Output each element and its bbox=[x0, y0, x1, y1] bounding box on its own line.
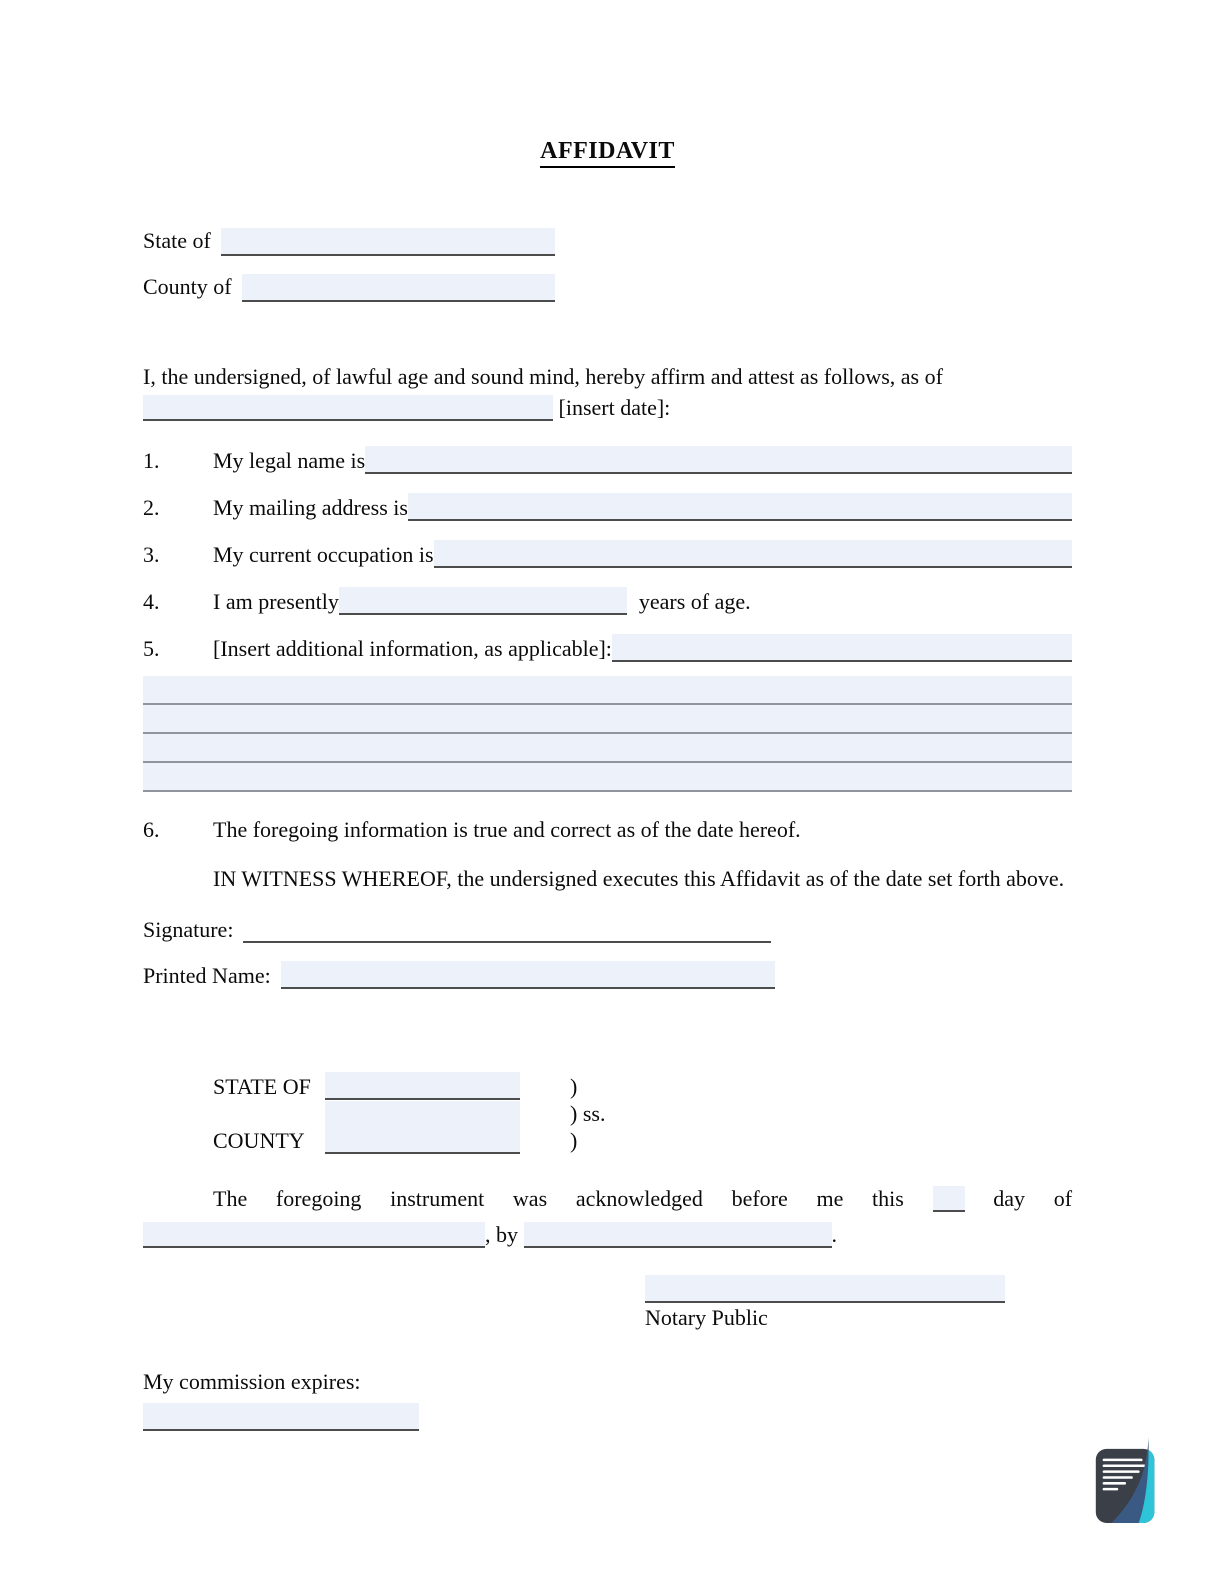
item-label: [Insert additional information, as applicable]: bbox=[213, 636, 612, 661]
additional-info-extra-lines bbox=[143, 676, 1072, 792]
numbered-items bbox=[143, 446, 1072, 843]
ack-month-field[interactable] bbox=[143, 1222, 485, 1248]
state-field[interactable] bbox=[221, 228, 555, 256]
signature-label: Signature: bbox=[143, 917, 234, 942]
item-suffix: years of age. bbox=[638, 589, 751, 614]
page-title: AFFIDAVIT bbox=[540, 138, 675, 168]
intro-line1: I, the undersigned, of lawful age and sound mind, hereby affirm and attest as follows, as of bbox=[143, 364, 943, 389]
ss-label: ) ss. bbox=[570, 1101, 606, 1126]
item-legal-name bbox=[143, 446, 1072, 474]
additional-info-line-2[interactable] bbox=[143, 676, 1072, 705]
legal-name-field[interactable] bbox=[365, 446, 1072, 474]
ack-by: , by bbox=[485, 1222, 518, 1247]
commission-date-field[interactable] bbox=[143, 1403, 419, 1431]
additional-info-line-3[interactable] bbox=[143, 705, 1072, 734]
item-number: 1. bbox=[143, 448, 160, 473]
item-label: My current occupation is bbox=[213, 542, 434, 567]
commission-block bbox=[143, 1367, 1072, 1431]
paren-top: ) bbox=[570, 1074, 578, 1099]
notary-public-label: Notary Public bbox=[645, 1305, 768, 1330]
insert-date-hint: [insert date]: bbox=[558, 395, 671, 420]
printed-name-label: Printed Name: bbox=[143, 963, 271, 988]
ack-period: . bbox=[831, 1222, 837, 1247]
occupation-field[interactable] bbox=[434, 540, 1072, 568]
notary-county-field[interactable] bbox=[325, 1126, 520, 1154]
ack-prefix: The foregoing instrument was acknowledged before me this bbox=[213, 1186, 904, 1211]
item-age bbox=[143, 587, 1072, 615]
additional-info-line-4[interactable] bbox=[143, 734, 1072, 763]
county-field[interactable] bbox=[242, 274, 555, 302]
item-mailing-address bbox=[143, 493, 1072, 521]
additional-info-line-5[interactable] bbox=[143, 763, 1072, 792]
item-number: 6. bbox=[143, 817, 160, 842]
commission-label: My commission expires: bbox=[143, 1369, 361, 1394]
item-number: 2. bbox=[143, 495, 160, 520]
witness-clause: IN WITNESS WHEREOF, the undersigned executes this Affidavit as of the date set forth above. bbox=[213, 866, 1065, 891]
signature-row bbox=[143, 915, 771, 943]
item-label: My legal name is bbox=[213, 448, 366, 473]
date-field[interactable] bbox=[143, 395, 553, 421]
notary-signature-field[interactable] bbox=[645, 1275, 1005, 1303]
notary-venue-field-middle[interactable] bbox=[325, 1101, 520, 1127]
notary-county-label: COUNTY bbox=[213, 1128, 305, 1153]
paren-bottom: ) bbox=[570, 1128, 578, 1153]
ack-name-field[interactable] bbox=[524, 1222, 832, 1248]
ack-day-of: day of bbox=[993, 1186, 1073, 1211]
item-label: I am presently bbox=[213, 589, 339, 614]
intro-paragraph bbox=[143, 362, 1072, 422]
printed-name-field[interactable] bbox=[281, 961, 775, 989]
additional-info-field[interactable] bbox=[612, 634, 1072, 662]
ack-day-field[interactable] bbox=[933, 1186, 965, 1212]
printed-name-row bbox=[143, 961, 775, 989]
item-label: My mailing address is bbox=[213, 495, 408, 520]
state-of-label: State of bbox=[143, 228, 211, 253]
item-truth-statement bbox=[143, 816, 1072, 843]
item-additional-info bbox=[143, 634, 1072, 662]
venue-header bbox=[143, 226, 1072, 302]
notary-signature-block bbox=[645, 1275, 1072, 1333]
mailing-address-field[interactable] bbox=[408, 493, 1072, 521]
notary-state-field[interactable] bbox=[325, 1072, 520, 1100]
item-number: 4. bbox=[143, 589, 160, 614]
age-field[interactable] bbox=[339, 587, 627, 615]
acknowledgment-paragraph bbox=[143, 1182, 1072, 1251]
formspal-logo bbox=[1088, 1437, 1166, 1531]
signature-field[interactable] bbox=[243, 915, 771, 943]
item-label: The foregoing information is true and correct as of the date hereof. bbox=[213, 817, 801, 842]
item-number: 3. bbox=[143, 542, 160, 567]
notary-state-label: STATE OF bbox=[213, 1074, 311, 1099]
item-occupation bbox=[143, 540, 1072, 568]
item-number: 5. bbox=[143, 636, 160, 661]
county-of-label: County of bbox=[143, 274, 232, 299]
notary-venue-block bbox=[213, 1073, 1072, 1154]
